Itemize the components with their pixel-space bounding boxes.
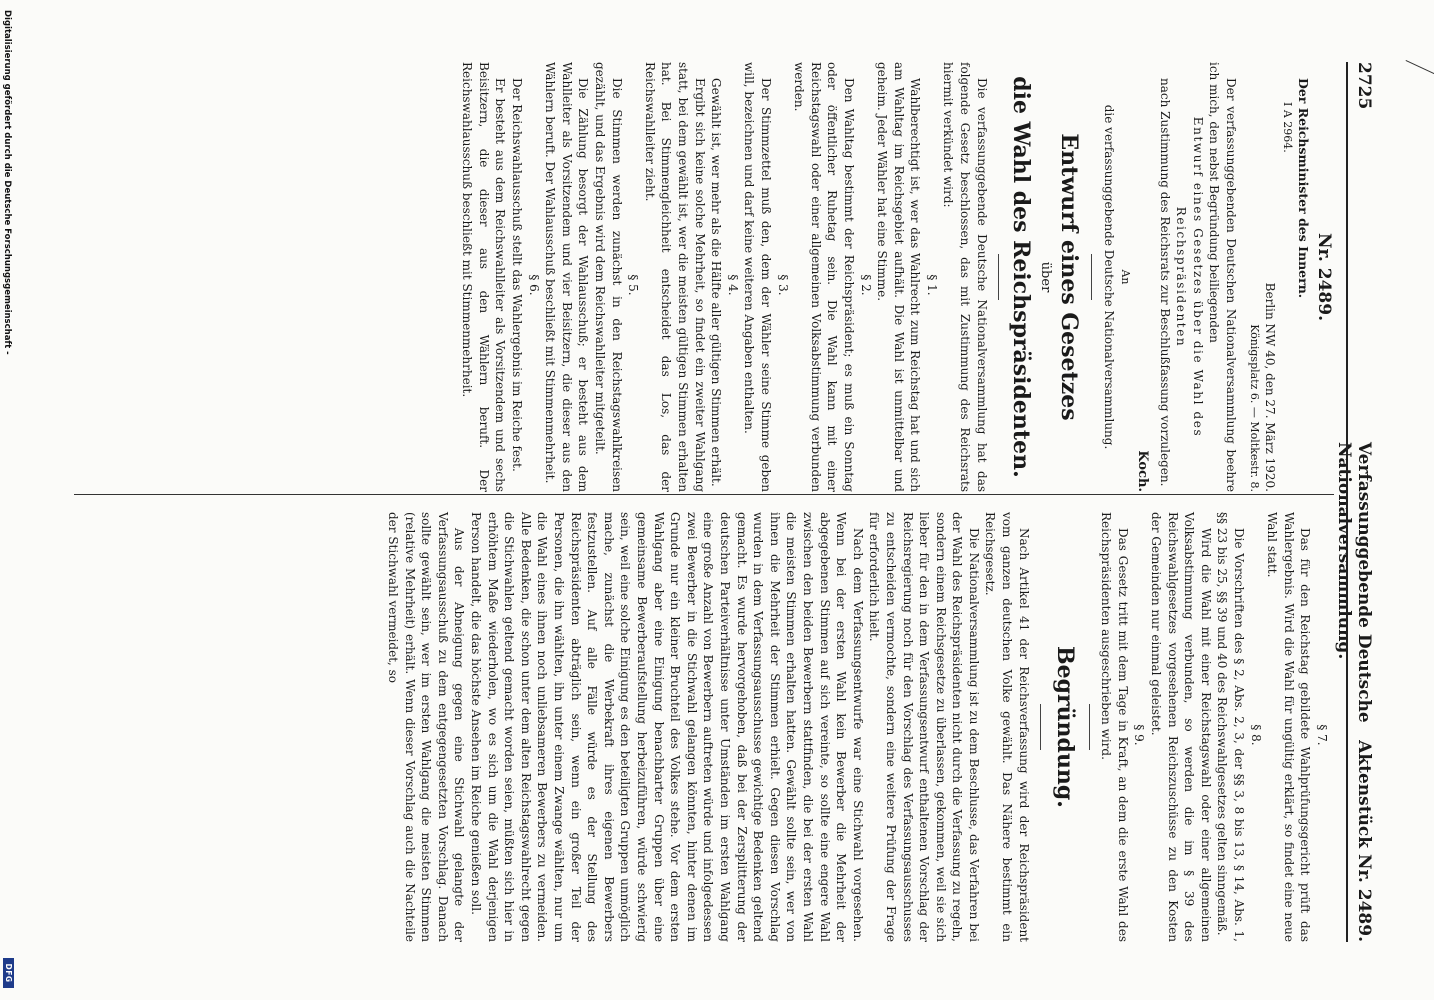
document-number: Nr. 2489. (1314, 232, 1334, 321)
section-text: Er besteht aus dem Reichswahlleiter als Vorsitzendem und sechs Beisitzern, die dieser aus den Wählern beruft. Der Reichswahlausschuß beschließt mit Stimmenmehrheit. (460, 62, 508, 492)
section-label: § 4. (725, 274, 740, 296)
section-rule (998, 254, 999, 300)
preamble: Die verfassunggebende Deutsche Nationalversammlung hat das folgende Gesetz beschlossen, das mit Zustimmung des Reichsrats hiermit verkündet wird: (941, 62, 989, 492)
section-label: § 3. (775, 274, 790, 296)
section-text: Den Wahltag bestimmt der Reichspräsident; es muß ein Sonntag oder öffentlicher Ruhetag sein. Die Wahl kann mit einer Reichstagswahl oder einer allgemeinen Volksabstimmung verbunden werden. (792, 62, 856, 492)
justification-paragraph: Nach Artikel 41 der Reichsverfassung wird der Reichspräsident vom ganzen deutschen Volke gewählt. Das Nähere bestimmt ein Reichsgesetz. (983, 512, 1031, 942)
page-header (1334, 62, 1374, 942)
place-date: Berlin NW 40, den 27. März 1920. (1263, 282, 1278, 492)
section-label: § 6. (526, 274, 541, 296)
justification-heading: Begründung. (1051, 646, 1078, 808)
section-text: Gewählt ist, wer mehr als die Hälfte aller gültigen Stimmen erhält. (709, 78, 724, 487)
scan-margin-mark (1406, 60, 1434, 78)
approval-text: nach Zustimmung des Reichsrats zur Beschlußfassung vorzulegen. (1157, 78, 1172, 487)
footer-text: Digitalisierung gefördert durch die Deutsche Forschungsgemeinschaft - (2, 10, 12, 355)
recipient-label: An (1119, 269, 1133, 285)
section-text: Ergibt sich keine solche Mehrheit, so findet ein zweiter Wahlgang statt, bei dem gewählt ist, wer die meisten gültigen Stimmen erhalten hat. Bei Stimmengleichheit entscheidet das Los, das der Reichswahlleiter zieht. (642, 62, 707, 492)
file-reference: I A 2964. (1280, 102, 1294, 153)
section-text: Der Reichswahlausschuß stellt das Wahlergebnis im Reiche fest. (510, 78, 525, 472)
section-text: Wird die Wahl mit einer Reichstagswahl oder einer allgemeinen Volksabstimmung verbunden, so werden die im § 39 des Reichswahlgesetzes vorgesehenen Reichszuschüsse zu den Kosten der Gemeinden nur einmal geleistet. (1149, 512, 1213, 942)
section-text: Das für den Reichstag gebildete Wahlprüfungsgericht prüft das Wahlergebnis. Wird die Wahl für ungültig erklärt, so findet eine neue Wahl statt. (1265, 512, 1313, 942)
sender-address: Königsplatz 6. — Moltkestr. 8. (1247, 324, 1261, 492)
left-column (459, 62, 1334, 492)
signature: Koch. (1135, 450, 1151, 492)
justification-paragraph: Aus der Abneigung gegen eine Stichwahl gelangte der Verfassungsausschuß zu dem entgegengesetzten Vorschlag. Danach sollte gewählt sein, wer im ersten Wahlgang die meisten Stimmen (relative Mehrheit) erhält. Wenn dieser Vorschlag auch die Nachteile der Stichwahl vermeidet, so (386, 512, 467, 942)
justification-paragraph: Die Nationalversammlung ist zu dem Beschlusse, das Verfahren bei der Wahl des Reichspräsidenten nicht durch die Verfassung zu regeln, sondern einem Reichsgesetze zu überlassen, gekommen, weil sie sich lieber für den in dem Verfassungsentwurf enthaltenen Vorschlag der Reichsregierung noch für den Vorschlag des Verfassungsausschusses zu entscheiden vermochte, sondern eine weitere Prüfung der Frage für erforderlich hielt. (867, 512, 981, 942)
document-reference: Aktenstück Nr. 2489. (1354, 740, 1374, 942)
sender-line (1295, 62, 1312, 492)
right-column (385, 512, 1334, 942)
section-text: Die Stimmen werden zunächst in den Reichstagswahlkreisen gezählt, und das Ergebnis wird dem Reichswahlleiter mitgeteilt. (593, 62, 624, 492)
draft-title-line: Entwurf eines Gesetzes über die Wahl des Reichspräsidenten (1174, 116, 1205, 438)
section-text: Das Gesetz tritt mit dem Tage in Kraft, an dem die erste Wahl des Reichspräsidenten ausgeschrieben wird. (1099, 512, 1130, 942)
section-text: Der Stimmzettel muß den, dem der Wähler seine Stimme geben will, bezeichnen und darf keine weiteren Angaben enthalten. (742, 62, 773, 492)
draft-heading: Entwurf eines Gesetzes (1056, 133, 1083, 421)
justification-paragraph: Nach dem Verfassungsentwurfe war eine Stichwahl vorgesehen. Wenn bei der ersten Wahl kein Bewerber die Mehrheit der abgegebenen Stimmen auf sich vereinte, so sollte eine engere Wahl zwischen den beiden Bewerbern stattfinden, die bei der ersten Wahl die meisten Stimmen erhalten hatten. Gewählt sollte sein, wer von ihnen die Mehrheit der Stimmen erhielt. Gegen diesen Vorschlag wurden in dem Verfassungsausschusse gewichtige Bedenken geltend gemacht. Es wurde hervorgehoben, daß bei der Zersplitterung der deutschen Parteiverhältnisse unter Umständen im ersten Wahlgang eine große Anzahl von Bewerbern auftreten würde und infolgedessen zwei Bewerber in die Stichwahl gelangen könnten, hinter denen im Grunde nur ein kleiner Bruchteil des Volkes stehe. Vor dem ersten Wahlgang aber eine Einigung benachbarter Gruppen über eine gemeinsame Bewerberaufstellung herbeizuführen, würde schwierig sein, weil eine solche Einigung es den beteiligten Gruppen unmöglich mache, zunächst die Werbekraft ihres eigenen Bewerbers festzustellen. Auf alle Fälle würde es der Stellung des Reichspräsidenten abträglich sein, wenn ein großer Teil der Personen, die ihn wählten, ihn unter einem Zwange wählten, nur um die Wahl eines ihnen noch unliebsameren Bewerbers zu vermeiden. Alle Bedenken, die schon unter dem alten Reichstagswahlrecht gegen die Stichwahlen geltend gemacht worden seien, müßten sich hier in erhöhtem Maße wiederholen, wo es sich um die Wahl derjenigen Person handelt, die das höchste Ansehen im Reiche genießen soll. (469, 512, 865, 942)
header-rule (1346, 62, 1348, 942)
section-rule (1091, 254, 1092, 300)
section-label: § 5. (626, 274, 641, 296)
section-label: § 1. (924, 274, 939, 296)
draft-heading-subject: die Wahl des Reichspräsidenten. (1007, 76, 1034, 478)
section-text: Die Zählung besorgt der Wahlausschuß; er besteht aus dem Wahlleiter als Vorsitzendem und vier Beisitzern, die dieser aus den Wählern beruft. Der Wahlausschuß beschließt mit Stimmenmehrheit. (543, 62, 591, 492)
section-rule (1040, 704, 1041, 750)
sender: Der Reichsminister des Innern. (1296, 78, 1312, 299)
section-label: § 2. (858, 274, 873, 296)
header-title: Verfassunggebende Deutsche Nationalversammlung. (1334, 442, 1374, 723)
section-label: § 7. (1315, 724, 1329, 746)
dfg-logo: DFG (3, 958, 14, 988)
section-label: § 9. (1132, 724, 1147, 746)
section-label: § 8. (1248, 724, 1263, 746)
column-divider (74, 494, 1334, 495)
section-text: Die Vorschriften des § 2, Abs. 2, 3, der §§ 3, 8 bis 13, § 14, Abs. 1, §§ 23 bis 25, §§ 39 und 40 des Reichswahlgesetzes gelten sinngemäß. (1215, 512, 1247, 942)
cover-letter-text: Der verfassunggebenden Deutschen Nationalversammlung beehre ich mich, den nebst Begründung beiliegenden (1207, 62, 1239, 492)
draft-heading-over: über (1038, 261, 1054, 293)
page-number: 2725 (1354, 62, 1374, 110)
section-rule (1089, 704, 1090, 750)
section-text: Wahlberechtigt ist, wer das Wahlrecht zum Reichstag hat und sich am Wahltag im Reichsgebiet aufhält. Die Wahl ist unmittelbar und geheim. Jeder Wähler hat eine Stimme. (875, 62, 923, 492)
recipient-name: die verfassunggebende Deutsche Nationalversammlung. (1101, 104, 1116, 450)
